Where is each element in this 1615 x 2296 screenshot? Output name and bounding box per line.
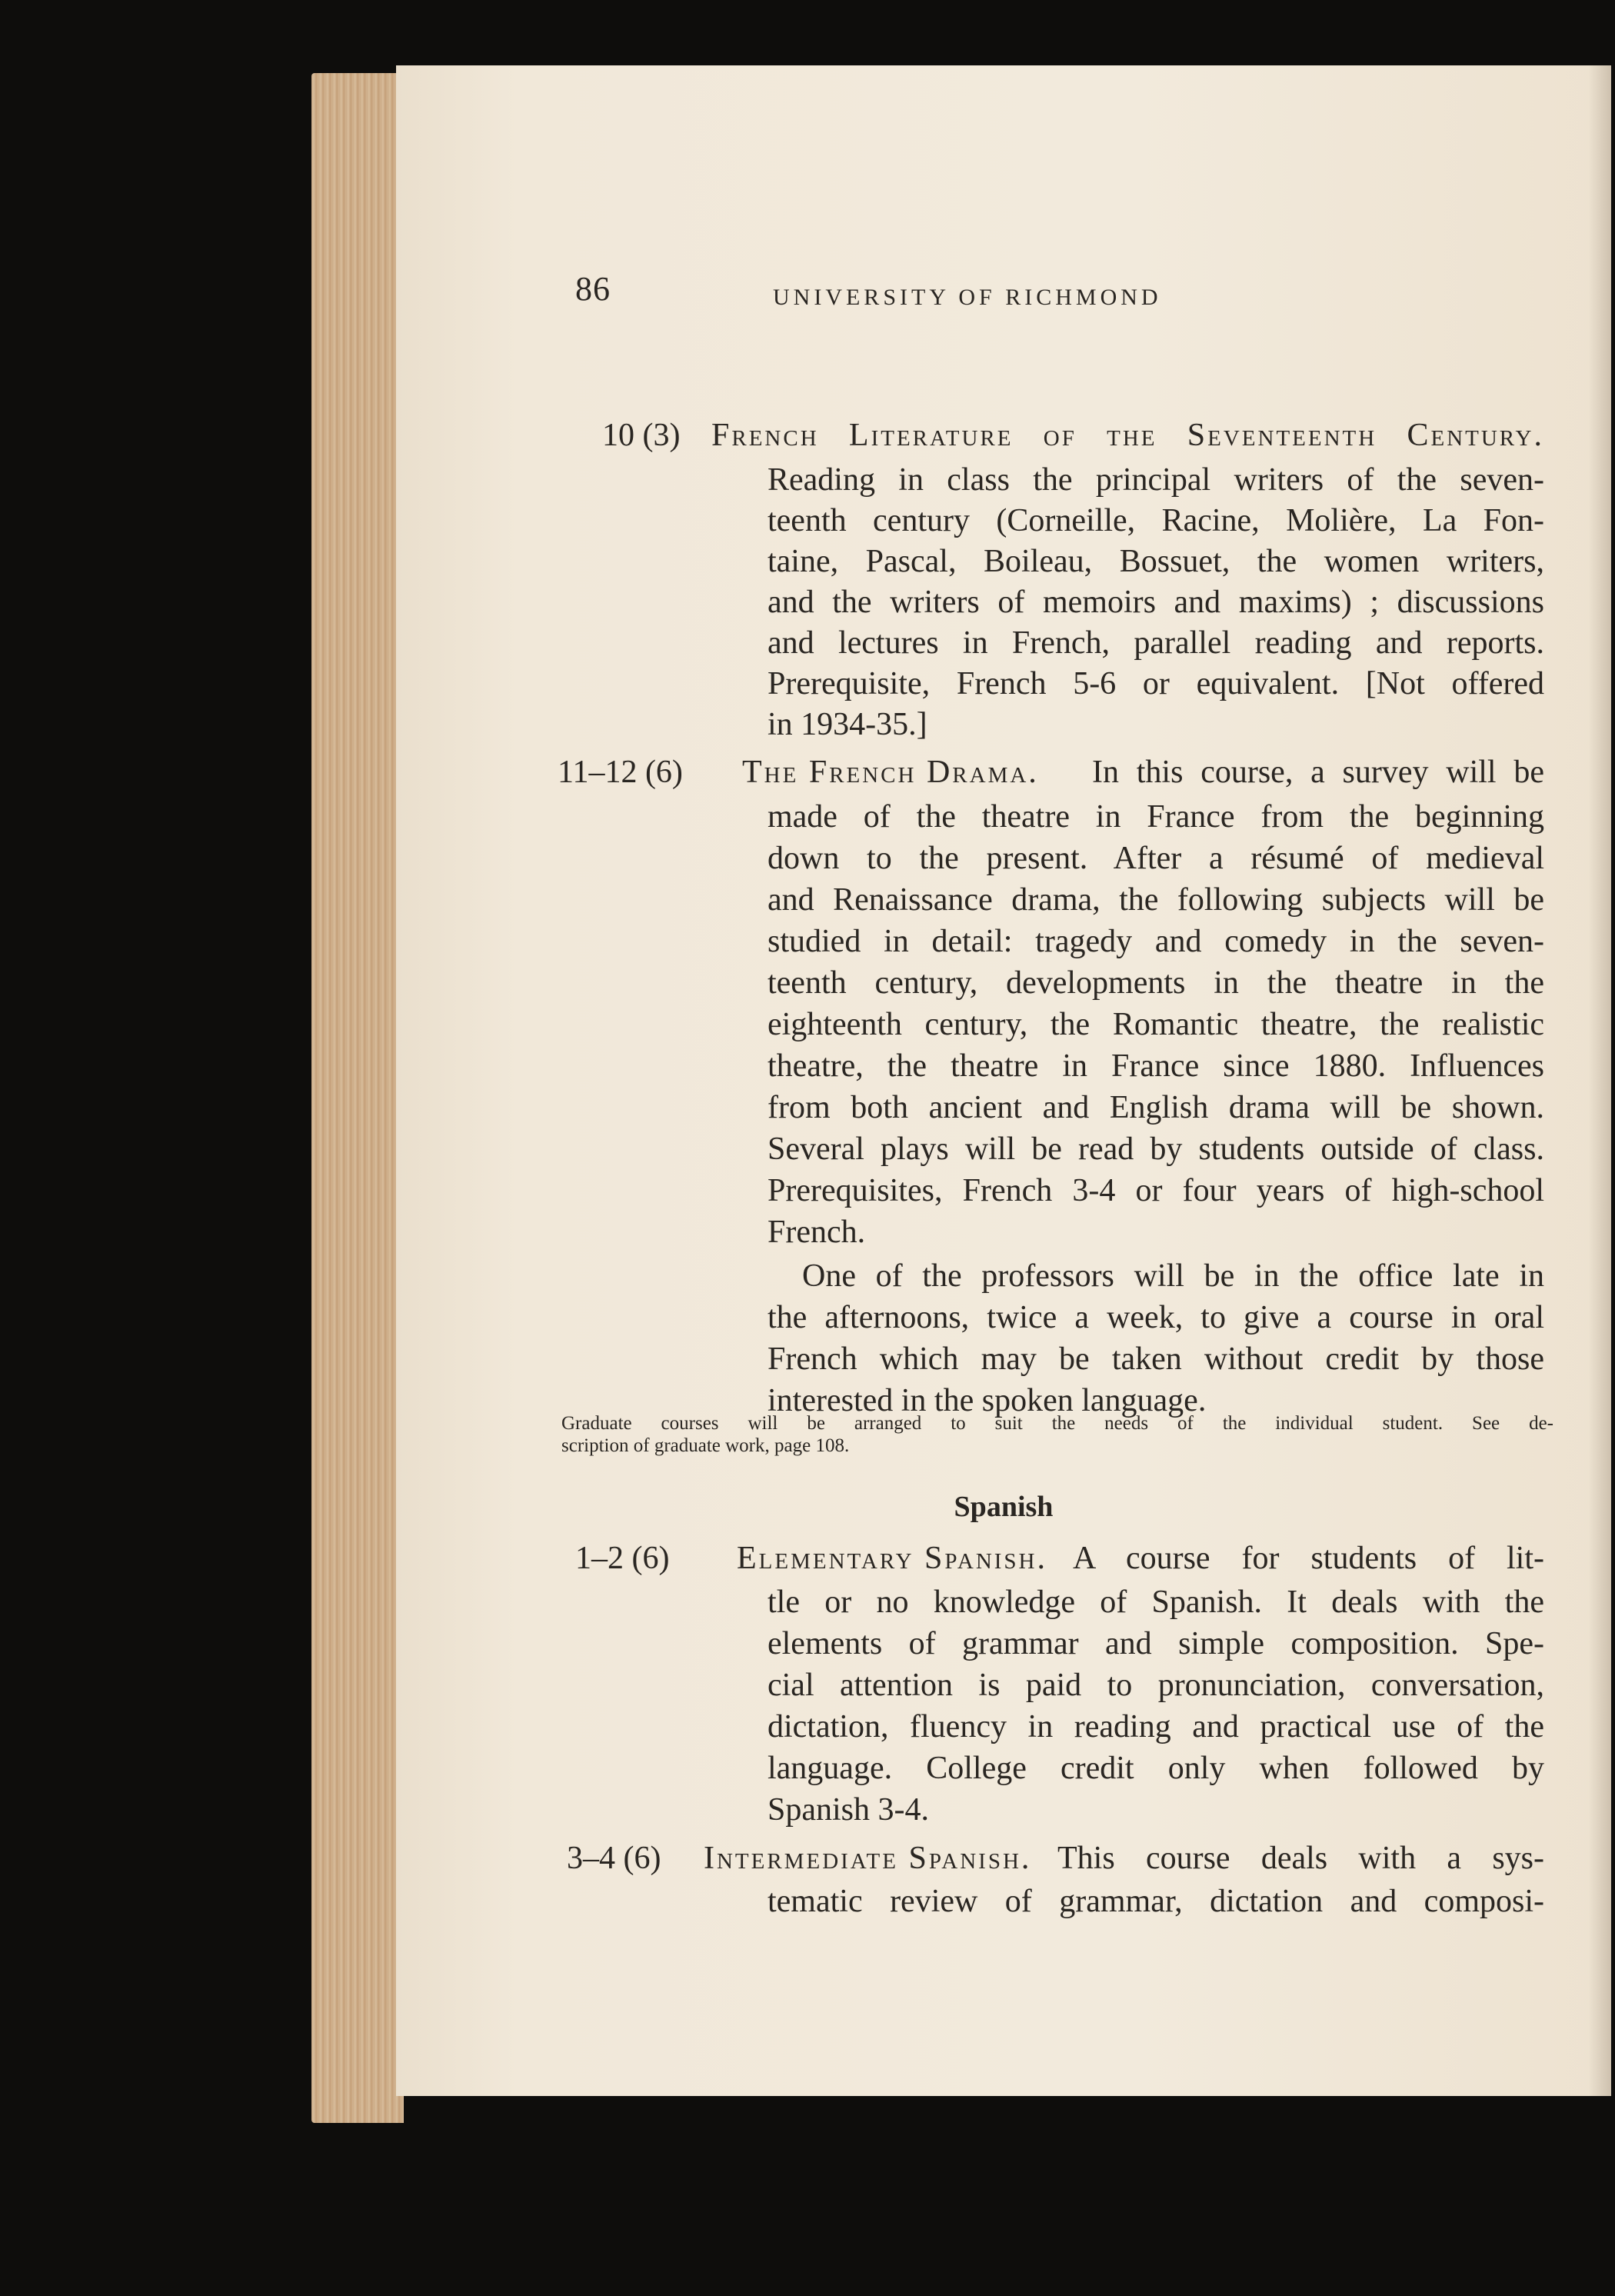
course-description-line: language. College credit only when followed by: [768, 1751, 1544, 1786]
note-line: the afternoons, twice a week, to give a course in oral: [768, 1300, 1544, 1335]
course-number: 3–4 (6): [567, 1841, 661, 1876]
course-description-line: Spanish 3-4.: [768, 1792, 929, 1828]
course-description-line: A course for students of lit-: [1073, 1541, 1544, 1576]
course-description-line: and lectures in French, parallel reading and reports.: [768, 625, 1544, 661]
course-description-line: Prerequisite, French 5-6 or equivalent. [Not offered: [768, 666, 1544, 701]
course-number: 10 (3): [602, 418, 681, 453]
course-description-line: In this course, a survey will be: [1092, 755, 1544, 790]
page-gutter-shadow: [1588, 65, 1611, 2096]
course-description-line: French.: [768, 1215, 866, 1250]
course-title: Intermediate Spanish.: [704, 1841, 1032, 1876]
course-description-line: elements of grammar and simple composition. Spe-: [768, 1626, 1544, 1661]
course-description-line: teenth century (Corneille, Racine, Molière, La Fon-: [768, 503, 1544, 538]
section-heading-spanish: Spanish: [954, 1491, 1054, 1523]
course-number: 1–2 (6): [575, 1541, 670, 1576]
book-page: [396, 65, 1611, 2096]
course-description-line: tle or no knowledge of Spanish. It deals with the: [768, 1585, 1544, 1620]
course-description-line: from both ancient and English drama will be shown.: [768, 1090, 1544, 1125]
course-title: Elementary Spanish.: [737, 1541, 1047, 1576]
course-description-line: cial attention is paid to pronunciation, conversation,: [768, 1668, 1544, 1703]
course-description-line: made of the theatre in France from the beginning: [768, 799, 1544, 835]
course-description-line: in 1934-35.]: [768, 707, 927, 742]
graduate-note-line: Graduate courses will be arranged to suit the needs of the individual student. See de-: [561, 1413, 1553, 1434]
page-edge-stack: [311, 73, 404, 2123]
page-number: 86: [575, 270, 611, 308]
course-description-line: taine, Pascal, Boileau, Bossuet, the women writers,: [768, 544, 1544, 579]
course-description-line: dictation, fluency in reading and practical use of the: [768, 1709, 1544, 1744]
course-description-line: Prerequisites, French 3-4 or four years of high-school: [768, 1173, 1544, 1208]
course-description-line: Reading in class the principal writers of the seven-: [768, 462, 1544, 498]
course-description-line: teenth century, developments in the theatre in the: [768, 965, 1544, 1001]
course-number: 11–12 (6): [558, 755, 683, 790]
course-title: French Literature of the Seventeenth Century.: [711, 418, 1544, 453]
course-description-line: and the writers of memoirs and maxims) ; discussions: [768, 585, 1544, 620]
course-description-line: Several plays will be read by students outside of class.: [768, 1131, 1544, 1167]
course-description-line: down to the present. After a résumé of medieval: [768, 841, 1544, 876]
course-title: The French Drama.: [742, 755, 1039, 790]
course-description-line: theatre, the theatre in France since 1880. Influences: [768, 1048, 1544, 1084]
course-description-line: studied in detail: tragedy and comedy in the seven-: [768, 924, 1544, 959]
course-description-line: eighteenth century, the Romantic theatre, the realistic: [768, 1007, 1544, 1042]
running-head: UNIVERSITY OF RICHMOND: [773, 285, 1162, 310]
graduate-note-line: scription of graduate work, page 108.: [561, 1435, 850, 1456]
course-description-line: and Renaissance drama, the following subjects will be: [768, 882, 1544, 918]
note-line: One of the professors will be in the office late in: [802, 1258, 1544, 1294]
note-line: interested in the spoken language.: [768, 1383, 1207, 1418]
course-description-line: This course deals with a sys-: [1057, 1841, 1544, 1876]
course-description-line: tematic review of grammar, dictation and composi-: [768, 1884, 1544, 1919]
note-line: French which may be taken without credit by those: [768, 1341, 1544, 1377]
